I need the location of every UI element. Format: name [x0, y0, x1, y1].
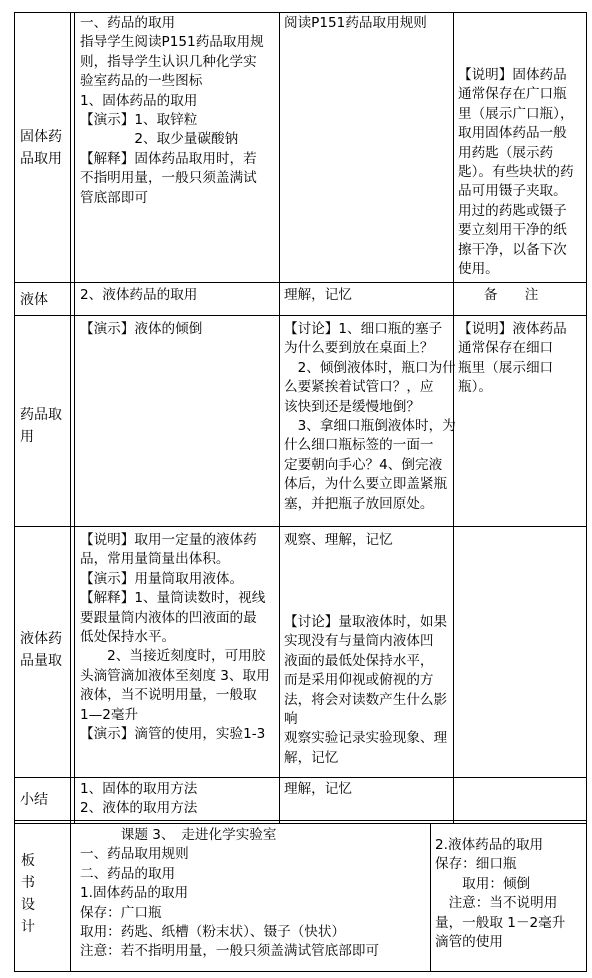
board-design-left: 课题 3、 走进化学实验室 一、药品取用规则 二、药品的取用 1.固体药品的取用 保存：广口瓶 取用：药匙、纸槽（粉末状）、镊子（快状） 注意：若不指明用量，一般只须盖满试管底部即可: [80, 827, 380, 960]
rule-row2: [14, 315, 587, 316]
row-label-liquid: 液体: [20, 292, 48, 308]
rule-left: [14, 12, 15, 972]
liquid-measure-discussion: 【讨论】量取液体时，如果 实现没有与量筒内液体凹 液面的最低处保持水平， 而是采用仰视或俯视的方 法，将会对读数产生什么影 响 观察实验记录实验现象、理 解，记忆: [284, 614, 448, 766]
solid-teacher-activity: 一、药品的取用 指导学生阅读P151药品取用规 则，指导学生认识几种化学实 验室药品的一些图标 1、固体药品的取用 【演示】1、取锌粒 2、取少量碳酸钠 【解释】固体药品取用时，若 不指明用量，一般只须盖满试 管底部即可: [80, 15, 264, 206]
row-label-liquid-measure: 液体药 品量取: [20, 631, 62, 669]
rule-bottom: [14, 971, 587, 972]
summary-teacher-activity: 1、固体的取用方法 2、液体的取用方法: [80, 781, 198, 817]
rule-row1: [14, 282, 587, 283]
board-design-label: 板 书 设 计: [21, 853, 35, 935]
liquid-taking-discussion: 【讨论】1、细口瓶的塞子 为什么要到放在桌面上？ 2、倾倒液体时，瓶口为什 么要紧挨着试管口？，应 该快到还是缓慢地倒？ 3、拿细口瓶倒液体时，为 什么细口瓶标签的一面一 定要朝向手心？4、倒完液 体后，为什么要立即盖紧瓶 塞，并把瓶子放回原处。: [284, 321, 456, 512]
liquid-measure-teacher-activity: 【说明】取用一定量的液体药 品，常用量筒量出体积。 【演示】用量筒取用液体。 【解释】1、量筒读数时，视线 要跟量筒内液体的凹液面的最 低处保持水平。 2、当接近刻度时，可用胶 头滴管滴加液体至刻度 3、取用 液体，当不说明用量，一般取 1—2毫升 【演示】滴管的使用，实验1-3: [80, 532, 270, 743]
rule-col2a: [74, 12, 75, 824]
lesson-plan-table: [14, 12, 587, 972]
rule-row4: [14, 777, 587, 778]
rule-row3: [14, 526, 587, 527]
rule-row5b: [14, 823, 587, 824]
board-design-right: 2.液体药品的取用 保存：细口瓶 取用：倾倒 注意：当不说明用 量，一般取 1－2毫升 滴管的使用: [435, 837, 566, 951]
liquid-teacher-activity: 2、液体药品的取用: [80, 287, 198, 303]
row-label-liquid-taking: 药品取 用: [20, 407, 62, 445]
solid-student-activity: 阅读P151药品取用规则: [284, 15, 427, 31]
rule-col1: [70, 12, 71, 824]
row-label-summary: 小结: [20, 792, 48, 808]
liquid-taking-teacher-activity: 【演示】液体的倾倒: [80, 321, 203, 337]
row-label-solid: 固体药 品取用: [20, 129, 62, 167]
rule-board-col2: [430, 823, 431, 972]
liquid-taking-notes: 【说明】液体药品 通常保存在细口 瓶里（展示细口 瓶）。: [458, 321, 567, 396]
rule-col3: [279, 12, 280, 824]
rule-right: [586, 12, 587, 972]
liquid-measure-student-activity: 观察、理解，记忆: [284, 532, 393, 548]
liquid-notes-heading: 备 注: [466, 287, 539, 303]
summary-student-activity: 理解，记忆: [284, 781, 352, 797]
solid-notes: 【说明】固体药品 通常保存在广口瓶 里（展示广口瓶）， 取用固体药品一般 用药匙（展示药 匙）。有些块状的药 品可用镊子夹取。 用过的药匙或镊子 要立刻用干净的纸 擦干净，以备下次 使用。: [458, 67, 574, 278]
rule-top: [14, 12, 587, 13]
liquid-student-activity: 理解，记忆: [284, 287, 352, 303]
rule-row5a: [14, 820, 587, 821]
rule-board-col1: [70, 823, 71, 972]
